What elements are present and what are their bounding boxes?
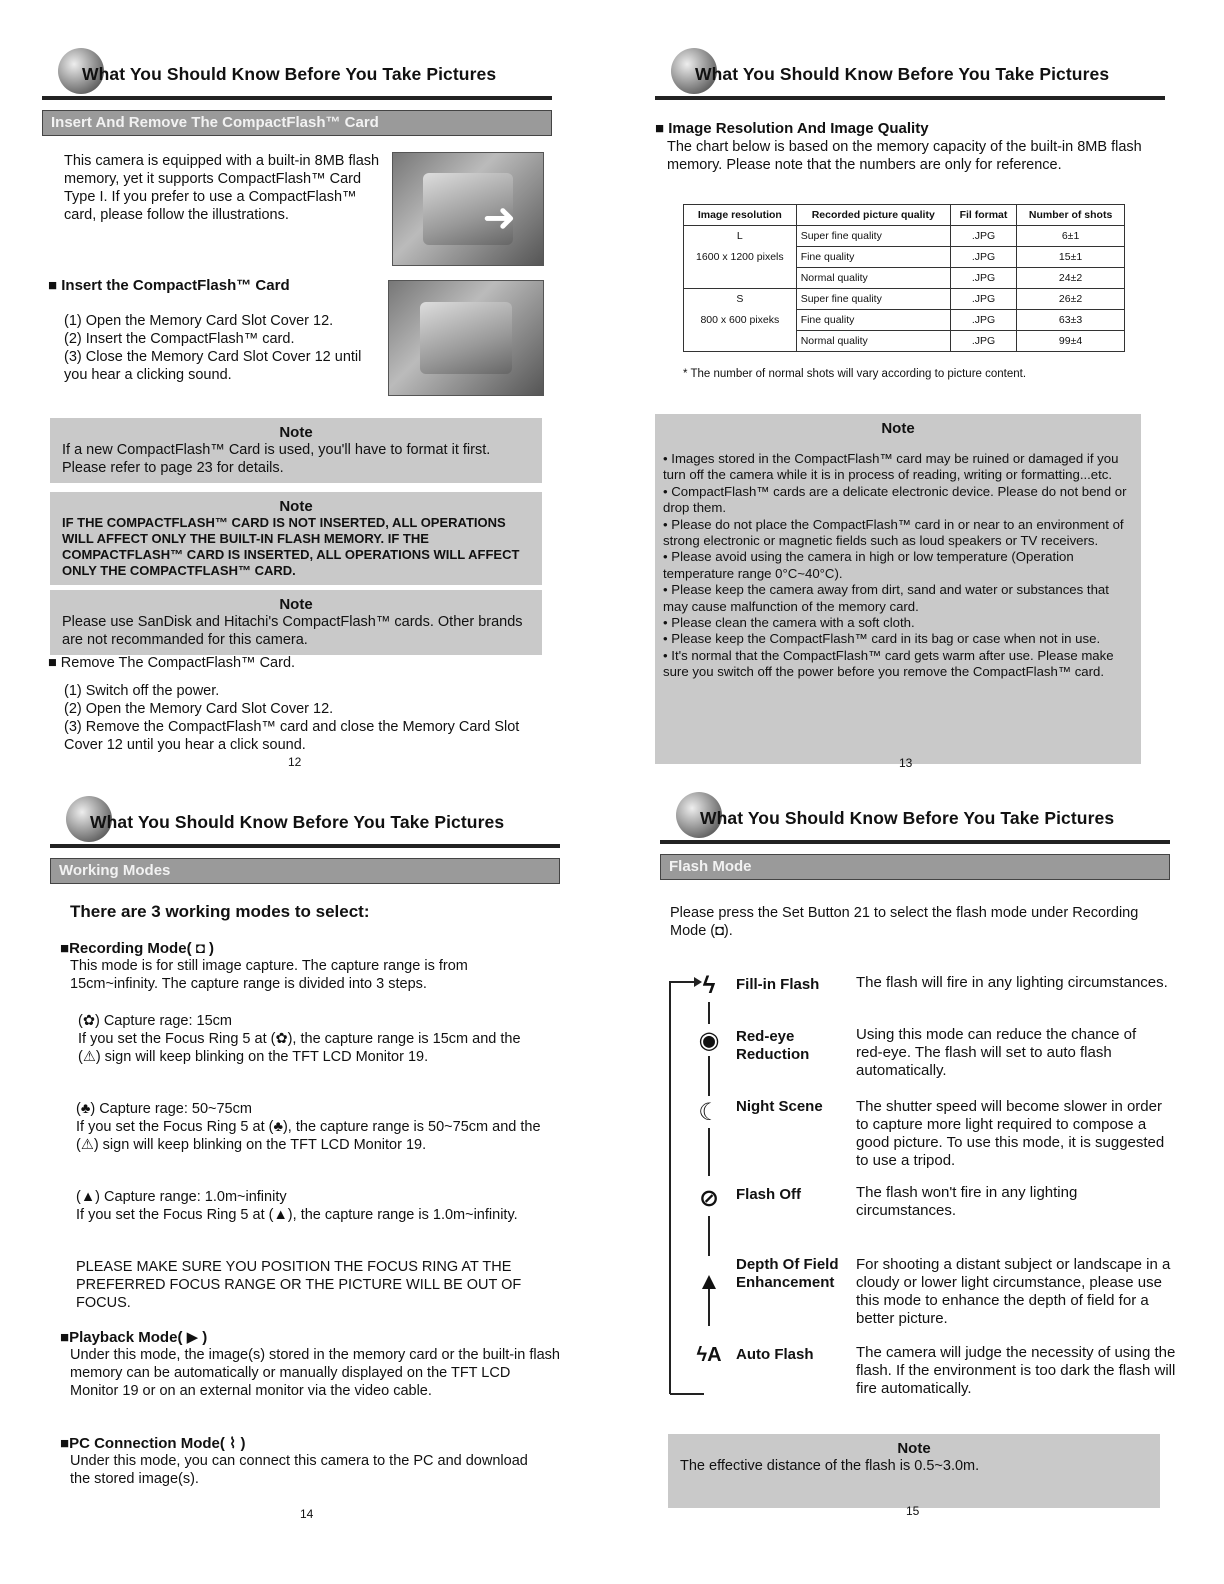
- camera-photo: [392, 152, 544, 266]
- remove-step: (1) Switch off the power.: [64, 683, 220, 699]
- table-row: [684, 331, 1125, 352]
- table-footnote: * The number of normal shots will vary according to picture content.: [683, 368, 1027, 380]
- table-row: [684, 268, 1125, 289]
- table-cell: .JPG: [950, 226, 1016, 247]
- table-cell: Fine quality: [796, 247, 950, 268]
- header-title: What You Should Know Before You Take Pictures: [90, 812, 505, 832]
- remove-title: ■ Remove The CompactFlash™ Card.: [48, 655, 296, 671]
- table-cell: 6±1: [1017, 226, 1125, 247]
- remove-step: (3) Remove the CompactFlash™ card and close the Memory Card Slot Cover 12 until you hear a click sound.: [64, 719, 520, 753]
- flash-mode-desc: Using this mode can reduce the chance of red-eye. The flash will set to auto flash automatically.: [856, 1026, 1137, 1079]
- capture-step-body: If you set the Focus Ring 5 at (♣), the capture range is 50~75cm and the (⚠) sign will keep blinking on the TFT LCD Monitor 19.: [76, 1119, 541, 1153]
- note-item: • It's normal that the CompactFlash™ card gets warm after use. Please make sure you switch off the power before you remove the CompactFlash™ card.: [663, 647, 1114, 680]
- flash-mode-desc: For shooting a distant subject or landscape in a cloudy or lower light circumstance, please use this mode to enhance the depth of field for a better picture.: [856, 1256, 1171, 1327]
- page-15: [660, 786, 1176, 1526]
- table-cell: L: [684, 226, 797, 247]
- capture-step-title: (▲) Capture range: 1.0m~infinity: [76, 1189, 287, 1205]
- flash-mode-desc: The shutter speed will become slower in order to capture more light required to compose a good picture. To use this mode, it is suggested to use a tripod.: [856, 1098, 1165, 1169]
- section-band: Insert And Remove The CompactFlash™ Card: [42, 110, 552, 136]
- note-text: Please use SanDisk and Hitachi's CompactFlash™ cards. Other brands are not recommanded for this camera.: [62, 614, 523, 648]
- page-header: [655, 42, 1165, 92]
- table-cell: [684, 331, 797, 352]
- intro-text: Please press the Set Button 21 to select the flash mode under Recording Mode (◘).: [670, 905, 1139, 939]
- note-heading: Note: [279, 596, 313, 613]
- table-cell: 1600 x 1200 pixels: [684, 247, 797, 268]
- section-band: Flash Mode: [660, 854, 1170, 880]
- resolution-table: [683, 204, 1125, 352]
- table-header: Image resolution: [684, 205, 797, 226]
- page-number: 14: [300, 1507, 314, 1521]
- section-title: ■ Image Resolution And Image Quality: [655, 120, 929, 137]
- table-cell: .JPG: [950, 331, 1016, 352]
- focus-warning: PLEASE MAKE SURE YOU POSITION THE FOCUS RING AT THE PREFERRED FOCUS RANGE OR THE PICTURE WILL BE OUT OF FOCUS.: [76, 1259, 522, 1311]
- arrow-icon: ➜: [482, 195, 516, 240]
- remove-step: (2) Open the Memory Card Slot Cover 12.: [64, 701, 334, 717]
- note-box: [50, 492, 542, 585]
- camera-slot-photo: [388, 280, 544, 396]
- page-number: 13: [899, 756, 913, 770]
- flash-mode-name: Night Scene: [736, 1098, 823, 1115]
- table-cell: .JPG: [950, 310, 1016, 331]
- note-item: • Please keep the camera away from dirt, sand and water or substances that may cause malfunction of the memory card.: [663, 582, 1109, 614]
- insert-step: (3) Close the Memory Card Slot Cover 12 until you hear a clicking sound.: [64, 349, 362, 383]
- page-number: 15: [906, 1504, 920, 1518]
- page-12: [42, 42, 552, 772]
- page-number: 12: [288, 755, 302, 769]
- note-item: • CompactFlash™ cards are a delicate electronic device. Please do not bend or drop them.: [663, 483, 1127, 516]
- table-header: Recorded picture quality: [796, 205, 950, 226]
- red-eye-icon: ◉: [698, 1027, 720, 1054]
- capture-step-body: If you set the Focus Ring 5 at (✿), the capture range is 15cm and the (⚠) sign will keep blinking on the TFT LCD Monitor 19.: [78, 1031, 521, 1065]
- intro-text: The chart below is based on the memory capacity of the built-in 8MB flash memory. Please note that the numbers are only for reference.: [667, 139, 1142, 173]
- table-cell: .JPG: [950, 247, 1016, 268]
- table-row: [684, 289, 1125, 310]
- recording-mode: [60, 940, 550, 993]
- capture-step-title: (✿) Capture rage: 15cm: [78, 1013, 232, 1029]
- page-header: [50, 790, 560, 840]
- note-text: The effective distance of the flash is 0.5~3.0m.: [680, 1458, 980, 1474]
- flash-mode-name: Red-eye Reduction: [736, 1028, 810, 1063]
- note-item: • Images stored in the CompactFlash™ card may be ruined or damaged if you turn off the camera while it is in process of reading, writing or formatting...etc.: [663, 451, 1119, 483]
- table-cell: .JPG: [950, 268, 1016, 289]
- header-title: What You Should Know Before You Take Pictures: [695, 64, 1110, 84]
- landscape-icon: ▲: [697, 1268, 721, 1295]
- table-cell: [684, 268, 797, 289]
- note-heading: Note: [279, 424, 313, 441]
- capture-step-title: (♣) Capture rage: 50~75cm: [76, 1101, 252, 1117]
- lead-text: There are 3 working modes to select:: [70, 902, 370, 921]
- insert-step: (1) Open the Memory Card Slot Cover 12.: [64, 313, 334, 329]
- table-header: Fil format: [950, 205, 1016, 226]
- header-title: What You Should Know Before You Take Pictures: [82, 64, 497, 84]
- table-cell: Fine quality: [796, 310, 950, 331]
- table-cell: Normal quality: [796, 268, 950, 289]
- pc-mode: [60, 1434, 550, 1488]
- table-cell: 24±2: [1017, 268, 1125, 289]
- note-item: • Please keep the CompactFlash™ card in its bag or case when not in use.: [663, 631, 1101, 647]
- capture-step-body: If you set the Focus Ring 5 at (▲), the capture range is 1.0m~infinity.: [76, 1207, 518, 1223]
- section-band: Working Modes: [50, 858, 560, 884]
- note-box: [50, 418, 542, 483]
- page-14: [50, 790, 560, 1530]
- table-header: Number of shots: [1017, 205, 1125, 226]
- header-rule: [50, 844, 560, 848]
- note-text: If a new CompactFlash™ Card is used, you'll have to format it first. Please refer to page 23 for details.: [62, 442, 491, 476]
- recording-body: This mode is for still image capture. The capture range is from 15cm~infinity. The capture range is divided into 3 steps.: [70, 958, 468, 992]
- header-title: What You Should Know Before You Take Pictures: [700, 808, 1115, 828]
- table-cell: 26±2: [1017, 289, 1125, 310]
- note-heading: Note: [279, 498, 313, 515]
- flash-mode-desc: The flash won't fire in any lighting circumstances.: [856, 1184, 1078, 1219]
- flash-icon: ϟ: [702, 972, 716, 999]
- table-row: [684, 226, 1125, 247]
- night-scene-icon: ☾: [698, 1099, 720, 1126]
- table-cell: .JPG: [950, 289, 1016, 310]
- note-item: • Please do not place the CompactFlash™ card in or near to an environment of strong electronic or magnetic fields such as loud speakers or TV receivers.: [663, 516, 1124, 549]
- flash-mode-name: Fill-in Flash: [736, 976, 820, 993]
- remove-steps: [64, 682, 534, 754]
- capture-step: [76, 1188, 536, 1224]
- pc-title: ■PC Connection Mode( ⌇ ): [60, 1435, 246, 1452]
- playback-body: Under this mode, the image(s) stored in the memory card or the built-in flash memory can be automatically or manually displayed on the TFT LCD Monitor 19 or on an external monitor via the video cable.: [70, 1347, 560, 1399]
- page-header: [660, 786, 1170, 836]
- flash-off-icon: ⊘: [698, 1185, 720, 1212]
- table-cell: 800 x 600 pixeks: [684, 310, 797, 331]
- page-header: [42, 42, 552, 92]
- table-row: [684, 247, 1125, 268]
- insert-step: (2) Insert the CompactFlash™ card.: [64, 331, 295, 347]
- playback-title: ■Playback Mode( ▶ ): [60, 1329, 208, 1346]
- pc-body: Under this mode, you can connect this camera to the PC and download the stored image(s).: [70, 1453, 528, 1487]
- recording-title: ■Recording Mode( ◘ ): [60, 940, 214, 957]
- flash-mode-desc: The camera will judge the necessity of using the flash. If the environment is too dark the flash will fire automatically.: [856, 1344, 1176, 1397]
- header-rule: [655, 96, 1165, 100]
- header-rule: [660, 840, 1170, 844]
- header-rule: [42, 96, 552, 100]
- insert-steps: [64, 312, 386, 384]
- flash-mode-name: Auto Flash: [736, 1346, 814, 1363]
- capture-step: [78, 1012, 538, 1066]
- table-cell: Super fine quality: [796, 226, 950, 247]
- flash-mode-desc: The flash will fire in any lighting circumstances.: [856, 974, 1168, 991]
- note-box: [50, 590, 542, 655]
- table-cell: 99±4: [1017, 331, 1125, 352]
- table-cell: Normal quality: [796, 331, 950, 352]
- note-item: • Please avoid using the camera in high or low temperature (Operation temperature range 0°C~40°C).: [663, 549, 1074, 581]
- note-heading: Note: [897, 1440, 931, 1457]
- note-box: [655, 414, 1141, 764]
- note-heading: Note: [881, 420, 915, 437]
- note-item: • Please clean the camera with a soft cloth.: [663, 615, 915, 631]
- note-text: IF THE COMPACTFLASH™ CARD IS NOT INSERTED, ALL OPERATIONS WILL AFFECT ONLY THE BUILT-IN FLASH MEMORY. IF THE COMPACTFLASH™ CARD IS INSERTED, ALL OPERATIONS WILL AFFECT ONLY THE COMPACTFLASH™ CARD.: [62, 515, 520, 578]
- insert-title: ■ Insert the CompactFlash™ Card: [48, 277, 290, 294]
- note-box: [668, 1434, 1160, 1508]
- playback-mode: [60, 1328, 560, 1400]
- table-cell: S: [684, 289, 797, 310]
- table-row: [684, 310, 1125, 331]
- intro-text: This camera is equipped with a built-in 8MB flash memory, yet it supports CompactFlash™ Card Type I. If you prefer to use a CompactFlash™ card, please follow the illustrations.: [64, 153, 380, 223]
- flash-mode-name: Flash Off: [736, 1186, 802, 1203]
- table-cell: 63±3: [1017, 310, 1125, 331]
- flash-mode-name: Depth Of Field Enhancement: [736, 1256, 839, 1291]
- table-cell: 15±1: [1017, 247, 1125, 268]
- page-13: [655, 42, 1165, 772]
- auto-flash-icon: ϟA: [696, 1344, 722, 1366]
- table-cell: Super fine quality: [796, 289, 950, 310]
- capture-step: [76, 1100, 542, 1154]
